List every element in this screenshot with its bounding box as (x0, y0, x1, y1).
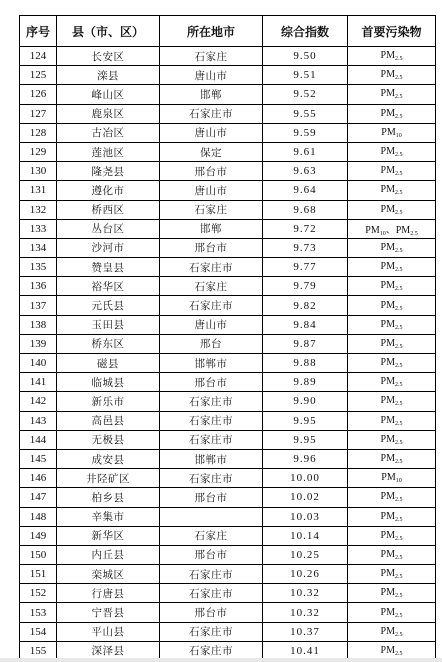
row-county: 桥西区 (57, 200, 160, 219)
row-city: 邢台市 (160, 238, 263, 257)
row-index: 10.02 (263, 488, 348, 507)
row-county: 平山县 (57, 622, 160, 641)
row-pollutant: $PM_{2.5}$ (348, 66, 436, 85)
row-number: 129 (20, 142, 57, 161)
row-county: 裕华区 (57, 277, 160, 296)
row-city: 邯郸 (160, 85, 263, 104)
row-pollutant: $PM_{2.5}$ (348, 296, 436, 315)
row-pollutant: $PM_{2.5}$ (348, 488, 436, 507)
row-pollutant: $PM_{2.5}$ (348, 238, 436, 257)
table-row (20, 373, 436, 392)
row-city: 石家庄市 (160, 641, 263, 660)
row-number: 151 (20, 565, 57, 584)
table-row (20, 85, 436, 104)
row-county: 辛集市 (57, 507, 160, 526)
row-county: 丛台区 (57, 219, 160, 238)
table-row (20, 219, 436, 238)
row-county: 玉田县 (57, 315, 160, 334)
row-pollutant: $PM_{2.5}$ (348, 622, 436, 641)
row-county: 元氏县 (57, 296, 160, 315)
row-pollutant: $PM_{10}$ (348, 123, 436, 142)
row-number: 155 (20, 641, 57, 660)
row-city: 唐山市 (160, 181, 263, 200)
table-row (20, 296, 436, 315)
row-county: 成安县 (57, 449, 160, 468)
row-county: 磁县 (57, 354, 160, 373)
table-row (20, 277, 436, 296)
row-county: 宁晋县 (57, 603, 160, 622)
row-index: 9.77 (263, 258, 348, 277)
table-row (20, 334, 436, 353)
row-city: 石家庄 (160, 277, 263, 296)
table-row (20, 488, 436, 507)
row-city: 石家庄市 (160, 392, 263, 411)
table-row (20, 565, 436, 584)
table-row (20, 507, 436, 526)
row-index: 9.59 (263, 123, 348, 142)
row-pollutant: $PM_{2.5}$ (348, 277, 436, 296)
row-number: 136 (20, 277, 57, 296)
table-row (20, 104, 436, 123)
header-pollutant: 首要污染物 (348, 16, 436, 47)
row-city: 邢台市 (160, 162, 263, 181)
row-city: 邯郸 (160, 219, 263, 238)
row-index: 9.96 (263, 449, 348, 468)
row-number: 137 (20, 296, 57, 315)
table-row (20, 354, 436, 373)
row-county: 长安区 (57, 47, 160, 66)
row-number: 141 (20, 373, 57, 392)
row-county: 桥东区 (57, 334, 160, 353)
row-city: 邢台市 (160, 373, 263, 392)
table-row (20, 315, 436, 334)
row-pollutant: $PM_{2.5}$ (348, 162, 436, 181)
header-index: 综合指数 (263, 16, 348, 47)
row-pollutant: $PM_{2.5}$ (348, 200, 436, 219)
row-county: 沙河市 (57, 238, 160, 257)
row-number: 131 (20, 181, 57, 200)
row-county: 无极县 (57, 430, 160, 449)
table-row (20, 411, 436, 430)
row-city: 石家庄市 (160, 565, 263, 584)
row-pollutant: $PM_{10}$ (348, 469, 436, 488)
row-index: 9.64 (263, 181, 348, 200)
row-number: 138 (20, 315, 57, 334)
row-index: 9.51 (263, 66, 348, 85)
air-quality-ranking-table (19, 15, 436, 661)
row-county: 隆尧县 (57, 162, 160, 181)
row-number: 139 (20, 334, 57, 353)
row-pollutant: $PM_{2.5}$ (348, 584, 436, 603)
table-row (20, 392, 436, 411)
row-index: 9.90 (263, 392, 348, 411)
row-pollutant: $PM_{2.5}$ (348, 104, 436, 123)
row-city: 石家庄市 (160, 469, 263, 488)
row-county: 滦县 (57, 66, 160, 85)
row-county: 柏乡县 (57, 488, 160, 507)
row-index: 10.32 (263, 603, 348, 622)
header-number: 序号 (20, 16, 57, 47)
row-city (160, 507, 263, 526)
table-row (20, 66, 436, 85)
row-pollutant: $PM_{2.5}$ (348, 545, 436, 564)
row-index: 9.72 (263, 219, 348, 238)
row-city: 邢台市 (160, 488, 263, 507)
row-city: 邯郸市 (160, 449, 263, 468)
row-county: 临城县 (57, 373, 160, 392)
row-pollutant: $PM_{2.5}$ (348, 315, 436, 334)
row-pollutant: $PM_{2.5}$ (348, 142, 436, 161)
row-county: 井陉矿区 (57, 469, 160, 488)
row-pollutant: $PM_{2.5}$ (348, 430, 436, 449)
row-county: 鹿泉区 (57, 104, 160, 123)
row-number: 149 (20, 526, 57, 545)
row-number: 133 (20, 219, 57, 238)
page-bottom-edge (0, 658, 442, 662)
row-pollutant: $PM_{2.5}$ (348, 565, 436, 584)
table-row (20, 584, 436, 603)
row-city: 邢台 (160, 334, 263, 353)
row-number: 140 (20, 354, 57, 373)
table-row (20, 181, 436, 200)
row-number: 142 (20, 392, 57, 411)
row-pollutant: $PM_{2.5}$ (348, 258, 436, 277)
row-city: 邯郸市 (160, 354, 263, 373)
row-number: 148 (20, 507, 57, 526)
row-index: 9.73 (263, 238, 348, 257)
row-county: 赞皇县 (57, 258, 160, 277)
row-county: 栾城区 (57, 565, 160, 584)
row-number: 126 (20, 85, 57, 104)
row-pollutant: $PM_{2.5}$ (348, 411, 436, 430)
row-number: 145 (20, 449, 57, 468)
row-number: 147 (20, 488, 57, 507)
row-county: 行唐县 (57, 584, 160, 603)
table-row (20, 162, 436, 181)
header-city: 所在地市 (160, 16, 263, 47)
row-number: 144 (20, 430, 57, 449)
table-row (20, 123, 436, 142)
row-index: 10.32 (263, 584, 348, 603)
table-row (20, 200, 436, 219)
table-row (20, 526, 436, 545)
row-city: 唐山市 (160, 123, 263, 142)
row-city: 保定 (160, 142, 263, 161)
table-row (20, 142, 436, 161)
row-index: 9.84 (263, 315, 348, 334)
row-index: 9.79 (263, 277, 348, 296)
row-index: 10.14 (263, 526, 348, 545)
row-pollutant: $PM_{10}$、$PM_{2.5}$ (348, 219, 436, 238)
table-row (20, 47, 436, 66)
row-pollutant: $PM_{2.5}$ (348, 526, 436, 545)
table-row (20, 603, 436, 622)
row-index: 10.03 (263, 507, 348, 526)
row-index: 9.52 (263, 85, 348, 104)
row-index: 10.26 (263, 565, 348, 584)
row-index: 10.00 (263, 469, 348, 488)
row-number: 130 (20, 162, 57, 181)
row-number: 125 (20, 66, 57, 85)
row-index: 9.89 (263, 373, 348, 392)
row-number: 143 (20, 411, 57, 430)
table-body (20, 47, 436, 661)
row-pollutant: $PM_{2.5}$ (348, 373, 436, 392)
row-index: 9.95 (263, 430, 348, 449)
row-city: 石家庄 (160, 47, 263, 66)
row-pollutant: $PM_{2.5}$ (348, 641, 436, 660)
row-number: 154 (20, 622, 57, 641)
row-city: 唐山市 (160, 315, 263, 334)
row-index: 9.87 (263, 334, 348, 353)
row-index: 9.68 (263, 200, 348, 219)
table-row (20, 449, 436, 468)
row-index: 10.41 (263, 641, 348, 660)
row-city: 石家庄 (160, 200, 263, 219)
row-county: 古冶区 (57, 123, 160, 142)
row-city: 唐山市 (160, 66, 263, 85)
row-pollutant: $PM_{2.5}$ (348, 85, 436, 104)
row-pollutant: $PM_{2.5}$ (348, 603, 436, 622)
row-index: 10.25 (263, 545, 348, 564)
row-city: 石家庄市 (160, 104, 263, 123)
row-county: 峰山区 (57, 85, 160, 104)
table-row (20, 622, 436, 641)
row-county: 内丘县 (57, 545, 160, 564)
row-pollutant: $PM_{2.5}$ (348, 354, 436, 373)
row-city: 邢台市 (160, 603, 263, 622)
row-index: 10.37 (263, 622, 348, 641)
row-index: 9.82 (263, 296, 348, 315)
row-number: 153 (20, 603, 57, 622)
row-city: 石家庄市 (160, 622, 263, 641)
row-city: 石家庄市 (160, 258, 263, 277)
row-index: 9.61 (263, 142, 348, 161)
row-number: 128 (20, 123, 57, 142)
ranking-table-page (19, 15, 436, 661)
row-number: 124 (20, 47, 57, 66)
row-index: 9.88 (263, 354, 348, 373)
row-county: 高邑县 (57, 411, 160, 430)
row-number: 127 (20, 104, 57, 123)
header-county: 县（市、区） (57, 16, 160, 47)
row-county: 遵化市 (57, 181, 160, 200)
row-city: 石家庄市 (160, 430, 263, 449)
table-row (20, 258, 436, 277)
row-county: 莲池区 (57, 142, 160, 161)
table-row (20, 238, 436, 257)
row-index: 9.63 (263, 162, 348, 181)
row-city: 石家庄 (160, 526, 263, 545)
table-header-row (20, 16, 436, 47)
row-county: 深泽县 (57, 641, 160, 660)
row-number: 150 (20, 545, 57, 564)
row-pollutant: $PM_{2.5}$ (348, 507, 436, 526)
table-row (20, 430, 436, 449)
table-row (20, 545, 436, 564)
row-city: 邢台市 (160, 545, 263, 564)
row-number: 152 (20, 584, 57, 603)
row-pollutant: $PM_{2.5}$ (348, 392, 436, 411)
row-city: 石家庄市 (160, 584, 263, 603)
row-city: 石家庄市 (160, 296, 263, 315)
row-index: 9.55 (263, 104, 348, 123)
row-city: 石家庄市 (160, 411, 263, 430)
table-row (20, 469, 436, 488)
row-pollutant: $PM_{2.5}$ (348, 449, 436, 468)
row-county: 新华区 (57, 526, 160, 545)
row-county: 新乐市 (57, 392, 160, 411)
row-pollutant: $PM_{2.5}$ (348, 334, 436, 353)
row-index: 9.95 (263, 411, 348, 430)
row-pollutant: $PM_{2.5}$ (348, 47, 436, 66)
row-index: 9.50 (263, 47, 348, 66)
row-number: 132 (20, 200, 57, 219)
row-number: 134 (20, 238, 57, 257)
row-pollutant: $PM_{2.5}$ (348, 181, 436, 200)
row-number: 135 (20, 258, 57, 277)
row-number: 146 (20, 469, 57, 488)
